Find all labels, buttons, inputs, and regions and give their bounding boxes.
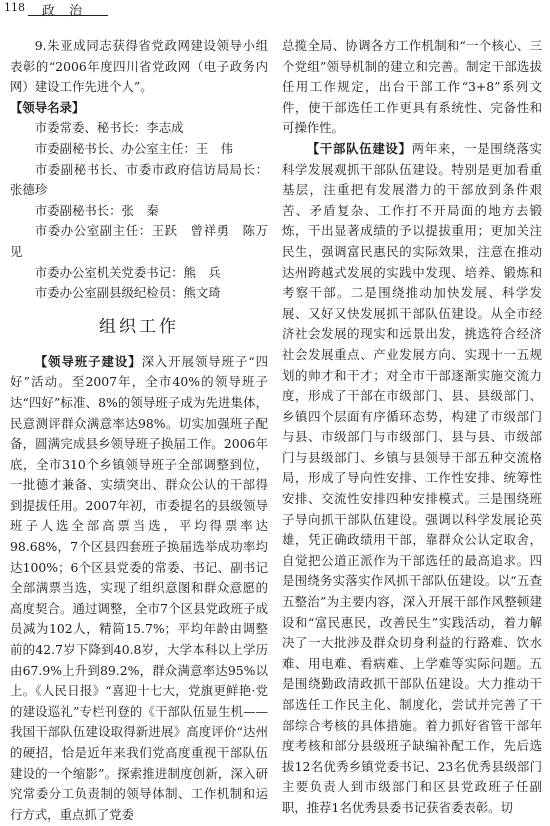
paragraph-text: 深入开展领导班子“四好”活动。至2007年，全市40%的领导班子达“四好”标准、8%的领导班子成为先进集体，民意测评群众满意率达98%。切实加强班子配备，圆满完成县乡领导班子换届工作。2006年底，全市310个乡镇领导班子全部调整到位，一批德才兼备、实绩突出、群众公认的干部得到提拔任用。2007年初，市委提名的县级领导班子人选全部高票当选，平均得票率达98.68%，7个区县四套班子换届选举成功率均达100%；6个区县党委的常委、书记、副书记全部满票当选，实现了组织意图和群众意愿的高度契合。通过调整，全市7个区县党政班子成员减为102人，精简15.7%；平均年龄由调整前的42.7岁下降到40.8岁，大学本科以上学历由67.9%上升到89.2%，群众满意率达95%以上。《人民日报》“喜迎十七大，党旗更鲜艳·党的建设巡礼”专栏刊登的《干部队伍显生机——我国干部队伍建设取得新进展》高度评价“达州的硬招，恰是近年来我们党高度重视干部队伍建设的一个缩影”。探索推进制度创新，深入研究常委分工负责制的领导体制、工作机制和运行方式，重点抓了党委 <box>10 353 268 822</box>
page-number: 118 <box>4 1 25 14</box>
leaders-heading: 【领导名录】 <box>10 99 85 115</box>
paragraph-tag: 【领导班子建设】 <box>34 353 142 369</box>
leader-entry: 市委副秘书长、市委市政府信访局局长：张德珍 <box>10 161 268 198</box>
header-rule <box>28 15 108 16</box>
paragraph-tag: 【干部队伍建设】 <box>306 140 412 156</box>
section-title: 组织工作 <box>99 316 179 337</box>
item-9: 9.朱亚成同志获得省党政网建设领导小组表彰的“2006年度四川省党政网（电子政务内网）建设工作先进个人”。 <box>10 38 268 95</box>
leader-entry: 市委办公室副县级纪检员：熊文琦 <box>34 285 221 301</box>
leader-entry: 市委副秘书长、办公室主任：王 伟 <box>34 140 234 156</box>
leader-entry: 市委办公室机关党委书记：熊 兵 <box>34 264 221 280</box>
leadership-paragraph <box>10 352 268 826</box>
running-section-title: 政 治 <box>42 4 88 19</box>
leaders-list <box>10 118 268 303</box>
leader-entry: 市委常委、秘书长：李志成 <box>34 120 184 136</box>
right-column <box>282 36 542 819</box>
left-column <box>10 36 268 825</box>
continued-paragraph: 总揽全局、协调各方工作机制和“一个核心、三个党组”领导机制的建立和完善。制定干部选拔任用工作规定，出台干部工作“3+8”系列文件，使干部选任工作更具有系统性、完备性和可操作性。 <box>282 38 542 136</box>
paragraph-text: 两年来，一是围绕落实科学发展观抓干部队伍建设。特别是更加看重基层，注重把有发展潜力的干部放到条件艰苦、矛盾复杂、工作打不开局面的地方去锻炼，干出显著成绩的予以提拔重用；更加关注民生，强调富民惠民的实际效果，注意在推动达州跨越式发展的实践中发现、培养、锻炼和考察干部。二是围绕推动加快发展、科学发展、又好又快发展抓干部队伍建设。从全市经济社会发展的现实和远景出发，挑选符合经济社会发展重点、产业发展方向、实现十一五规划的帅才和干才；对全市干部逐渐实施交流力度，形成了干部在市级部门、县、县级部门、乡镇四个层面有序循环态势，构建了市级部门与县、市级部门与市级部门、县与县、市级部门与县级部门、乡镇与县领导干部五种交流格局，形成了导向性安排、工作性安排、统筹性安排、交流性安排四种安排模式。三是围绕班子导向抓干部队伍建设。强调以科学发展论英雄，凭正确政绩用干部，靠群众公认定取舍，自觉把公道正派作为干部选任的最高追求。四是围绕务实落实作风抓干部队伍建设。以“五查五整治”为主要内容，深入开展干部作风整顿建设和“富民惠民，改善民生”实践活动，着力解决了一大批涉及群众切身利益的行路难、饮水难、用电难、看病难、上学难等实际问题。五是围绕勤政清政抓干部队伍建设。大力推动干部选任工作民主化、制度化，尝试并完善了干部综合考核的具体措施。着力抓好省管干部年度考核和部分县级班子缺编补配工作，先后选拔12名优秀乡镇党委书记、23名优秀县级部门主要负责人到市级部门和区县党政班子任副职，推荐1名优秀县委书记获省委表彰。切 <box>282 140 543 815</box>
leader-entry: 市委副秘书长：张 秦 <box>34 202 159 218</box>
page-header <box>0 0 550 18</box>
cadre-paragraph <box>282 139 542 819</box>
leader-entry: 市委办公室副主任：王跃 曾祥勇 陈万见 <box>10 223 268 259</box>
